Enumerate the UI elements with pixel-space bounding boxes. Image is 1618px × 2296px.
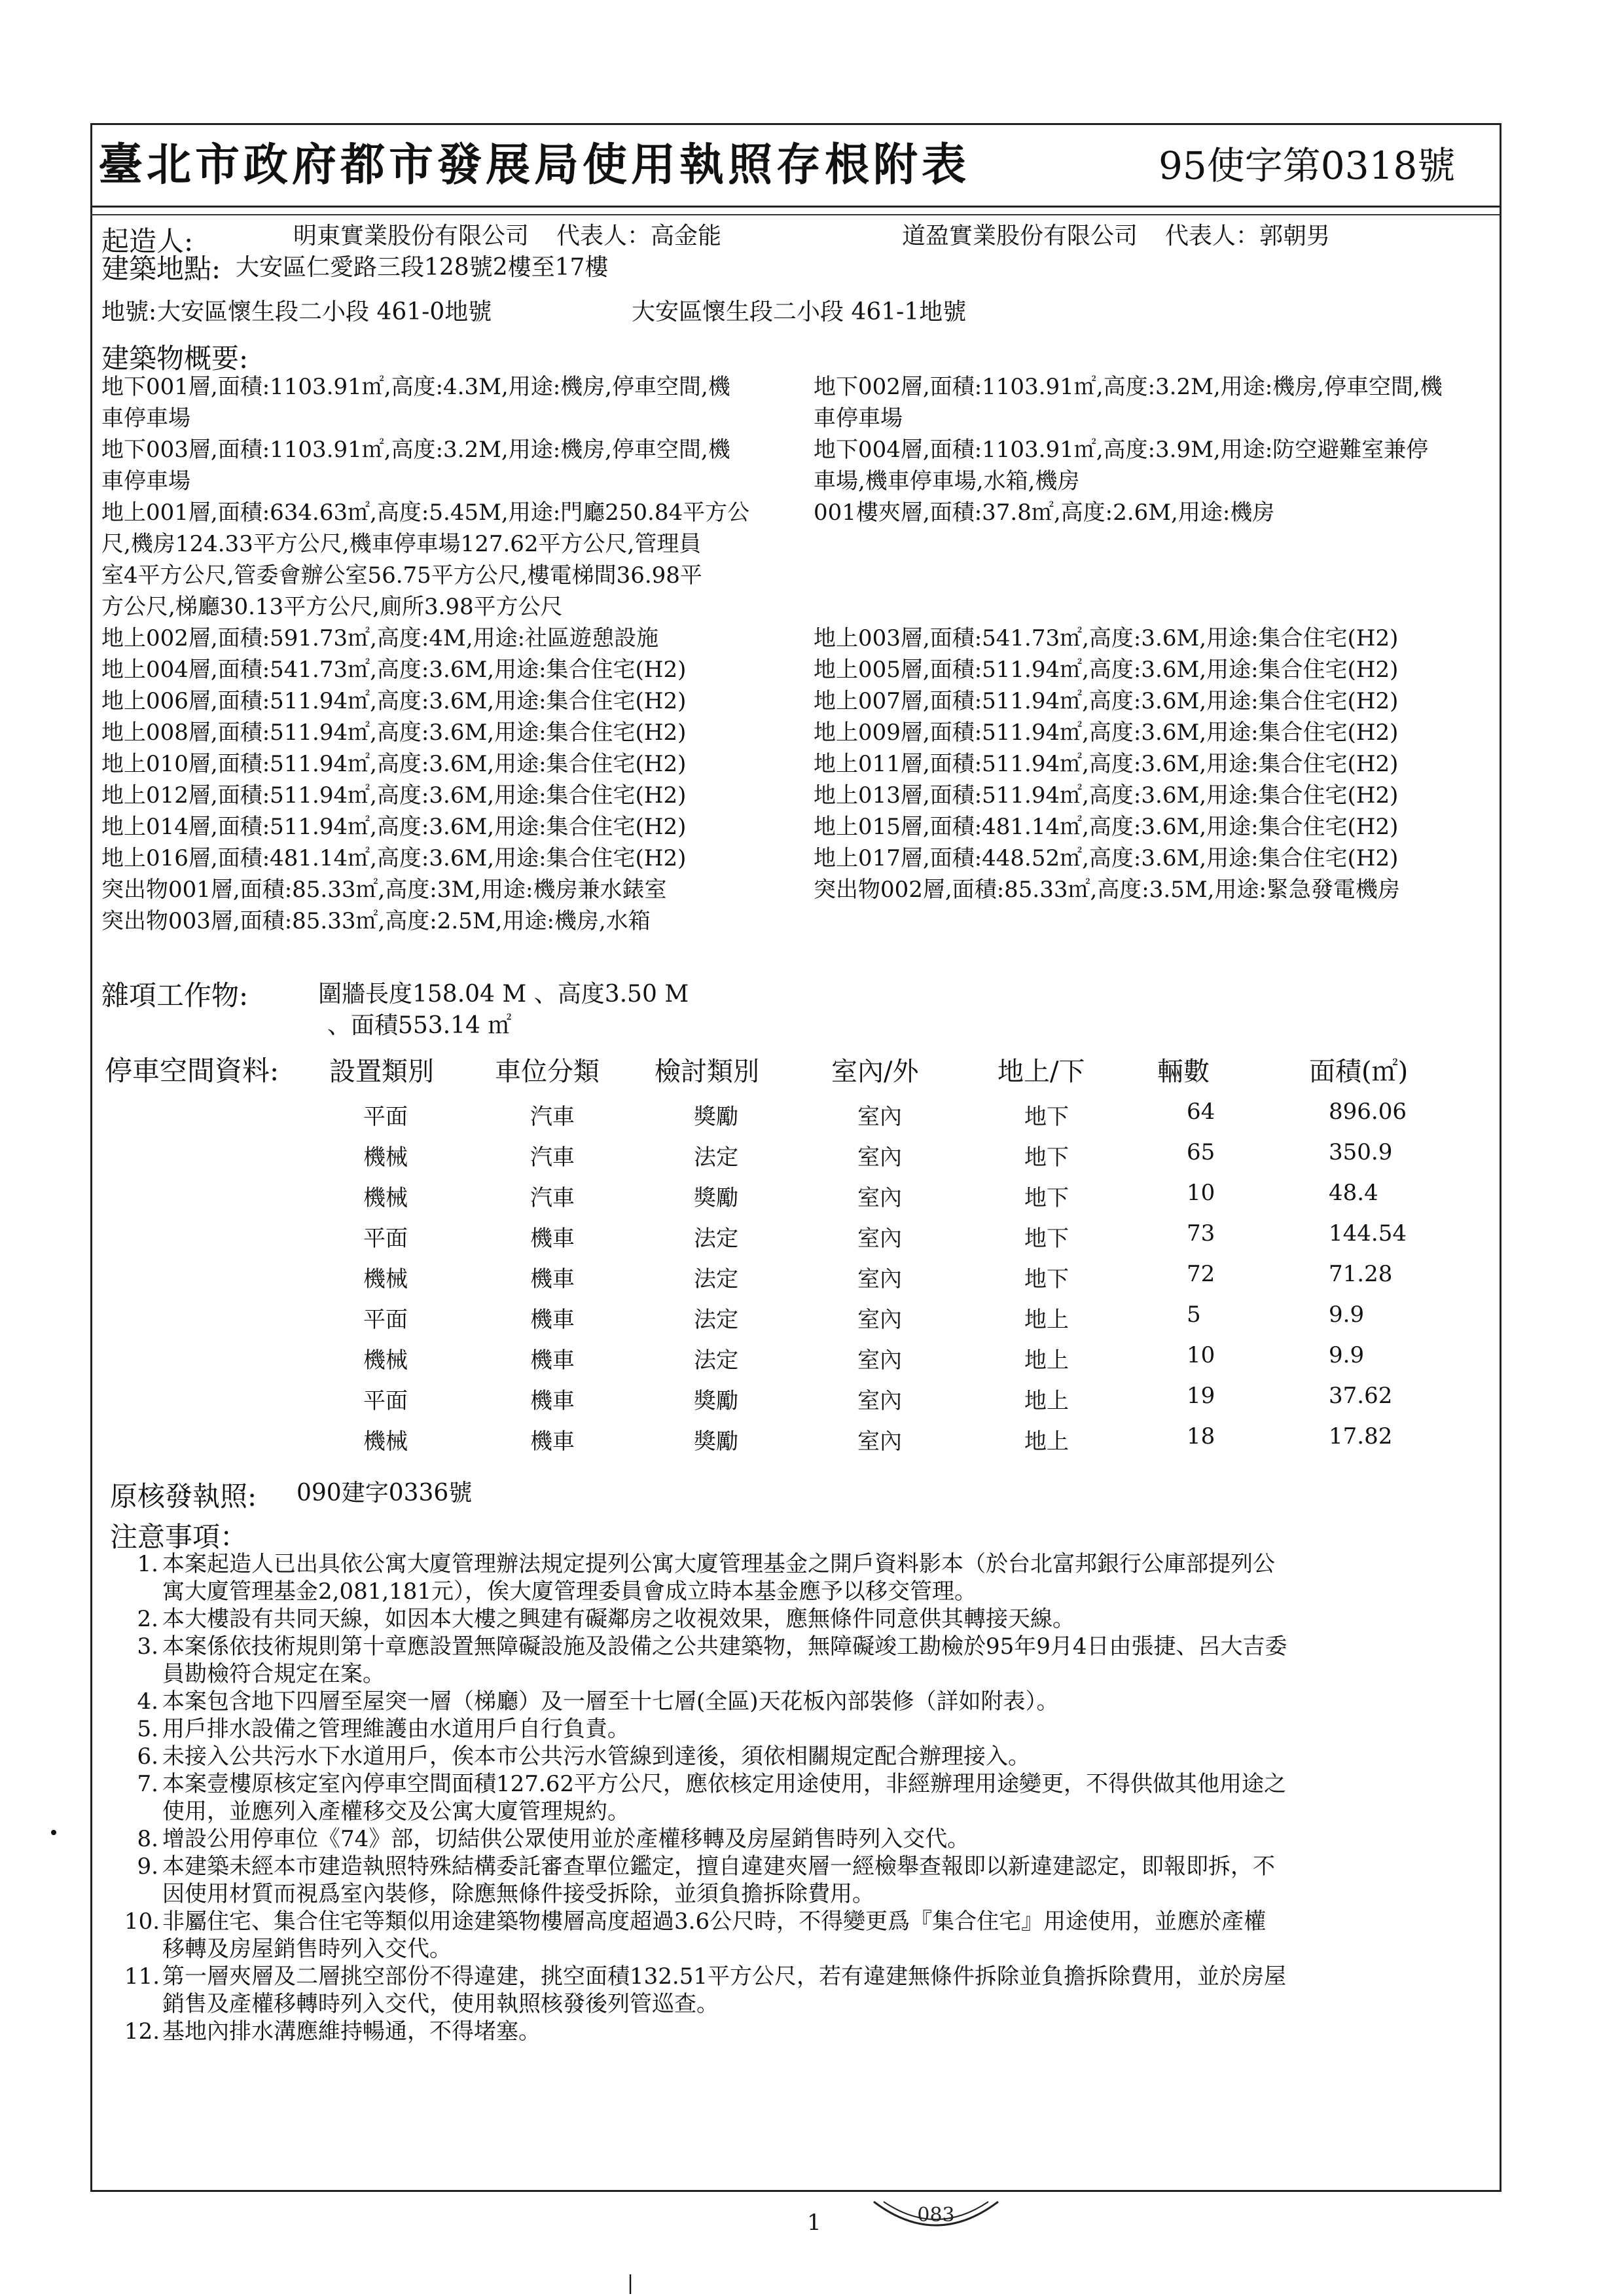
- overview-line: 尺,機房124.33平方公尺,機車停車場127.62平方公尺,管理員: [101, 531, 702, 557]
- parking-cell-indoor: 室內: [857, 1307, 902, 1333]
- parking-cell-type: 平面: [363, 1226, 408, 1252]
- overview-line: 突出物001層,面積:85.33㎡,高度:3M,用途:機房兼水錶室: [101, 877, 667, 903]
- note-number: 12.: [124, 2018, 160, 2045]
- scan-dot: [51, 1830, 56, 1835]
- parking-cell-indoor: 室內: [857, 1429, 902, 1455]
- overview-line: 地上003層,面積:541.73㎡,高度:3.6M,用途:集合住宅(H2): [814, 625, 1399, 651]
- parking-cell-vehicle: 汽車: [530, 1185, 575, 1211]
- note-item: [124, 1550, 1492, 1605]
- note-line: 非屬住宅、集合住宅等類似用途建築物樓層高度超過3.6公尺時，不得變更爲『集合住宅』用途使用，並應於產權: [162, 1908, 1267, 1935]
- parking-cell-vehicle: 機車: [530, 1429, 575, 1455]
- note-number: 4.: [137, 1688, 158, 1715]
- parking-header-count: 輛數: [1157, 1057, 1210, 1087]
- overview-line: [814, 560, 1494, 591]
- note-text: [162, 1825, 1492, 1853]
- parking-header-type: 設置類別: [329, 1057, 434, 1087]
- original-permit-value: 090建字0336號: [297, 1480, 473, 1506]
- parking-cell-vehicle: 機車: [530, 1307, 575, 1333]
- misc-label: 雜項工作物:: [101, 979, 249, 1011]
- parking-cell-area: 48.4: [1329, 1180, 1378, 1206]
- page-number: 1: [807, 2210, 821, 2236]
- note-line: 銷售及產權移轉時列入交代，使用執照核發後列管巡查。: [162, 1991, 719, 2017]
- overview-line: 地下004層,面積:1103.91㎡,高度:3.9M,用途:防空避難室兼停: [814, 437, 1429, 463]
- misc-line-2: 、面積553.14 ㎡: [327, 1012, 512, 1039]
- note-text: [162, 2018, 1492, 2045]
- overview-line: 突出物002層,面積:85.33㎡,高度:3.5M,用途:緊急發電機房: [814, 877, 1400, 903]
- parking-header-review: 檢討類別: [655, 1057, 759, 1087]
- parking-cell-area: 17.82: [1329, 1423, 1393, 1449]
- original-permit-label: 原核發執照:: [110, 1480, 257, 1512]
- note-text: [162, 1633, 1492, 1688]
- note-line: 基地內排水溝應維持暢通，不得堵塞。: [162, 2018, 541, 2045]
- overview-line: 地上008層,面積:511.94㎡,高度:3.6M,用途:集合住宅(H2): [101, 720, 687, 746]
- scan-mark: |: [627, 2272, 634, 2295]
- overview-line: 車停車場: [814, 405, 903, 431]
- parking-cell-review: 法定: [694, 1226, 738, 1252]
- overview-line: 地上016層,面積:481.14㎡,高度:3.6M,用途:集合住宅(H2): [101, 845, 687, 871]
- overview-label: 建築物概要:: [101, 342, 249, 374]
- note-number: 10.: [124, 1908, 160, 1935]
- overview-line: 地上006層,面積:511.94㎡,高度:3.6M,用途:集合住宅(H2): [101, 688, 687, 714]
- note-item: [124, 1688, 1492, 1715]
- parking-cell-area: 9.9: [1329, 1302, 1365, 1328]
- applicant-company-1: 明東實業股份有限公司: [293, 223, 530, 249]
- permit-number: 95使字第0318號: [1159, 143, 1456, 188]
- parking-cell-type: 機械: [363, 1185, 408, 1211]
- parking-cell-vehicle: 機車: [530, 1266, 575, 1292]
- overview-line: 地上015層,面積:481.14㎡,高度:3.6M,用途:集合住宅(H2): [814, 814, 1399, 840]
- note-text: [162, 1770, 1492, 1825]
- parking-cell-level: 地下: [1024, 1104, 1069, 1130]
- note-number: 1.: [137, 1551, 158, 1577]
- notes-label: 注意事項：: [110, 1521, 248, 1553]
- note-item: [124, 1633, 1492, 1688]
- parking-cell-count: 10: [1187, 1342, 1215, 1368]
- note-line: 用戶排水設備之管理維護由水道用戶自行負責。: [162, 1716, 630, 1742]
- overview-line: 地上013層,面積:511.94㎡,高度:3.6M,用途:集合住宅(H2): [814, 782, 1399, 809]
- overview-line: 車場,機車停車場,水箱,機房: [814, 468, 1080, 494]
- parking-header-vehicle: 車位分類: [495, 1057, 600, 1087]
- overview-line: 地上010層,面積:511.94㎡,高度:3.6M,用途:集合住宅(H2): [101, 751, 687, 777]
- overview-line: 室4平方公尺,管委會辦公室56.75平方公尺,樓電梯間36.98平: [101, 562, 702, 589]
- overview-line: [814, 905, 1494, 937]
- overview-line: 地上014層,面積:511.94㎡,高度:3.6M,用途:集合住宅(H2): [101, 814, 687, 840]
- parking-cell-indoor: 室內: [857, 1388, 902, 1414]
- parking-cell-count: 65: [1187, 1139, 1215, 1165]
- note-item: [124, 1963, 1492, 2018]
- parking-cell-level: 地下: [1024, 1144, 1069, 1171]
- parking-cell-level: 地下: [1024, 1226, 1069, 1252]
- overview-line: 地上012層,面積:511.94㎡,高度:3.6M,用途:集合住宅(H2): [101, 782, 687, 809]
- note-text: [162, 1908, 1492, 1963]
- note-number: 9.: [137, 1853, 158, 1880]
- note-item: [124, 1605, 1492, 1633]
- parking-cell-vehicle: 機車: [530, 1347, 575, 1374]
- note-number: 2.: [137, 1606, 158, 1632]
- parking-cell-count: 19: [1187, 1383, 1215, 1409]
- parking-cell-indoor: 室內: [857, 1185, 902, 1211]
- parking-cell-vehicle: 汽車: [530, 1104, 575, 1130]
- parking-cell-review: 法定: [694, 1347, 738, 1374]
- note-number: 8.: [137, 1826, 158, 1852]
- note-text: [162, 1715, 1492, 1743]
- parking-cell-review: 法定: [694, 1307, 738, 1333]
- overview-line: 車停車場: [101, 468, 190, 494]
- parking-cell-type: 機械: [363, 1429, 408, 1455]
- applicant-label: 起造人:: [101, 225, 194, 257]
- note-item: [124, 1743, 1492, 1770]
- overview-line: 地上007層,面積:511.94㎡,高度:3.6M,用途:集合住宅(H2): [814, 688, 1399, 714]
- parking-cell-area: 350.9: [1329, 1139, 1393, 1165]
- site-value: 大安區仁愛路三段128號2樓至17樓: [236, 254, 609, 281]
- overview-line: 地上001層,面積:634.63㎡,高度:5.45M,用途:門廳250.84平方公: [101, 500, 750, 526]
- parking-cell-type: 平面: [363, 1104, 408, 1130]
- parking-cell-type: 機械: [363, 1144, 408, 1171]
- overview-line: 地下001層,面積:1103.91㎡,高度:4.3M,用途:機房,停車空間,機: [101, 374, 730, 400]
- overview-line: 突出物003層,面積:85.33㎡,高度:2.5M,用途:機房,水箱: [101, 908, 651, 934]
- note-item: [124, 1908, 1492, 1963]
- misc-line-1: 圍牆長度158.04 M 、高度3.50 M: [318, 981, 689, 1008]
- parking-cell-type: 平面: [363, 1307, 408, 1333]
- header-rule-inner: [90, 214, 1500, 215]
- parking-header-indoor: 室內/外: [831, 1057, 919, 1087]
- parking-label: 停車空間資料:: [105, 1055, 279, 1087]
- parking-cell-indoor: 室內: [857, 1104, 902, 1130]
- parking-cell-level: 地上: [1024, 1307, 1069, 1333]
- parking-cell-review: 獎勵: [694, 1185, 738, 1211]
- note-item: [124, 1825, 1492, 1853]
- note-line: 移轉及房屋銷售時列入交代。: [162, 1936, 452, 1962]
- parking-cell-indoor: 室內: [857, 1144, 902, 1171]
- note-line: 本案起造人已出具依公寓大廈管理辦法規定提列公寓大廈管理基金之開戶資料影本（於台北富邦銀行公庫部提列公: [162, 1551, 1275, 1577]
- parking-cell-count: 18: [1187, 1423, 1215, 1449]
- lot-label: 地號:: [101, 299, 157, 325]
- page-title: 臺北市政府都市發展局使用執照存根附表: [98, 139, 971, 191]
- note-line: 本案係依技術規則第十章應設置無障礙設施及設備之公共建築物，無障礙竣工勘檢於95年9月4日由張捷、呂大吉委: [162, 1633, 1287, 1660]
- overview-line: 地上017層,面積:448.52㎡,高度:3.6M,用途:集合住宅(H2): [814, 845, 1399, 871]
- bottom-rule: [90, 2190, 1500, 2192]
- overview-line: [814, 528, 1494, 560]
- parking-cell-indoor: 室內: [857, 1266, 902, 1292]
- lot-value-1: 大安區懷生段二小段 461-0地號: [157, 299, 492, 325]
- parking-cell-area: 144.54: [1329, 1220, 1407, 1247]
- parking-cell-type: 機械: [363, 1347, 408, 1374]
- parking-cell-count: 72: [1187, 1261, 1215, 1287]
- parking-cell-level: 地上: [1024, 1347, 1069, 1374]
- svg-text:083: 083: [917, 2204, 955, 2227]
- note-line: 本大樓設有共同天線，如因本大樓之興建有礙鄰房之收視效果，應無條件同意供其轉接天線。: [162, 1606, 1075, 1632]
- top-rule: [90, 123, 1500, 125]
- overview-line: 地下003層,面積:1103.91㎡,高度:3.2M,用途:機房,停車空間,機: [101, 437, 730, 463]
- parking-cell-vehicle: 汽車: [530, 1144, 575, 1171]
- parking-cell-count: 10: [1187, 1180, 1215, 1206]
- parking-cell-area: 9.9: [1329, 1342, 1365, 1368]
- parking-cell-level: 地上: [1024, 1388, 1069, 1414]
- applicant-rep-2: 代表人：郭朝男: [1165, 223, 1331, 249]
- note-line: 本案壹樓原核定室內停車空間面積127.62平方公尺，應依核定用途使用，非經辦理用途變更，不得供做其他用途之: [162, 1771, 1286, 1797]
- note-item: [124, 1853, 1492, 1908]
- note-number: 6.: [137, 1743, 158, 1770]
- note-text: [162, 1963, 1492, 2018]
- parking-cell-review: 法定: [694, 1266, 738, 1292]
- parking-cell-count: 64: [1187, 1099, 1215, 1125]
- lot-value-2: 大安區懷生段二小段 461-1地號: [632, 299, 967, 325]
- note-line: 第一層夾層及二層挑空部份不得違建，挑空面積132.51平方公尺，若有違建無條件拆除並負擔拆除費用，並於房屋: [162, 1963, 1286, 1990]
- note-line: 本建築未經本市建造執照特殊結構委託審查單位鑑定，擅自違建夾層一經檢舉查報即以新違建認定，即報即拆，不: [162, 1853, 1275, 1880]
- overview-line: 地上011層,面積:511.94㎡,高度:3.6M,用途:集合住宅(H2): [814, 751, 1399, 777]
- overview-line: [814, 591, 1494, 623]
- note-line: 未接入公共污水下水道用戶，俟本市公共污水管線到達後，須依相關規定配合辦理接入。: [162, 1743, 1030, 1770]
- overview-line: 地上004層,面積:541.73㎡,高度:3.6M,用途:集合住宅(H2): [101, 657, 687, 683]
- note-item: [124, 1715, 1492, 1743]
- overview-line: 地上009層,面積:511.94㎡,高度:3.6M,用途:集合住宅(H2): [814, 720, 1399, 746]
- parking-cell-area: 37.62: [1329, 1383, 1393, 1409]
- note-text: [162, 1688, 1492, 1715]
- applicant-rep-1: 代表人：高金能: [556, 223, 722, 249]
- parking-cell-vehicle: 機車: [530, 1226, 575, 1252]
- note-number: 7.: [137, 1771, 158, 1797]
- note-number: 3.: [137, 1633, 158, 1660]
- note-line: 本案包含地下四層至屋突一層（梯廳）及一層至十七層(全區)天花板內部裝修（詳如附表）。: [162, 1688, 1059, 1715]
- parking-header-level: 地上/下: [998, 1057, 1085, 1087]
- parking-cell-review: 法定: [694, 1144, 738, 1171]
- parking-cell-level: 地下: [1024, 1266, 1069, 1292]
- note-text: [162, 1550, 1492, 1605]
- note-number: 11.: [124, 1963, 160, 1990]
- site-label: 建築地點:: [101, 253, 221, 285]
- overview-left-column: [101, 371, 802, 937]
- overview-line: 001樓夾層,面積:37.8㎡,高度:2.6M,用途:機房: [814, 500, 1275, 526]
- parking-cell-review: 獎勵: [694, 1104, 738, 1130]
- note-line: 使用，並應列入產權移交及公寓大廈管理規約。: [162, 1798, 630, 1825]
- note-item: [124, 1770, 1492, 1825]
- overview-line: 地下002層,面積:1103.91㎡,高度:3.2M,用途:機房,停車空間,機: [814, 374, 1443, 400]
- parking-cell-review: 獎勵: [694, 1388, 738, 1414]
- overview-line: 車停車場: [101, 405, 190, 431]
- parking-header-area: 面積(㎡): [1309, 1057, 1409, 1087]
- note-item: [124, 2018, 1492, 2045]
- parking-cell-indoor: 室內: [857, 1226, 902, 1252]
- note-line: 寓大廈管理基金2,081,181元），俟大廈管理委員會成立時本基金應予以移交管理。: [162, 1578, 977, 1605]
- notes-list: [124, 1550, 1492, 2045]
- parking-cell-vehicle: 機車: [530, 1388, 575, 1414]
- overview-line: 方公尺,梯廳30.13平方公尺,廁所3.98平方公尺: [101, 594, 563, 620]
- parking-cell-type: 機械: [363, 1266, 408, 1292]
- parking-cell-review: 獎勵: [694, 1429, 738, 1455]
- overview-line: 地上005層,面積:511.94㎡,高度:3.6M,用途:集合住宅(H2): [814, 657, 1399, 683]
- parking-cell-type: 平面: [363, 1388, 408, 1414]
- note-number: 5.: [137, 1716, 158, 1742]
- overview-right-column: [814, 371, 1494, 937]
- parking-cell-count: 73: [1187, 1220, 1215, 1247]
- parking-cell-count: 5: [1187, 1302, 1201, 1328]
- seal-stamp-icon: [871, 2196, 1001, 2242]
- overview-line: 地上002層,面積:591.73㎡,高度:4M,用途:社區遊憩設施: [101, 625, 659, 651]
- note-text: [162, 1853, 1492, 1908]
- header-rule: [90, 206, 1500, 208]
- parking-cell-area: 896.06: [1329, 1099, 1407, 1125]
- note-text: [162, 1605, 1492, 1633]
- parking-cell-area: 71.28: [1329, 1261, 1393, 1287]
- parking-cell-level: 地下: [1024, 1185, 1069, 1211]
- parking-cell-indoor: 室內: [857, 1347, 902, 1374]
- note-line: 員勘檢符合規定在案。: [162, 1661, 385, 1687]
- note-text: [162, 1743, 1492, 1770]
- note-line: 因使用材質而視爲室內裝修，除應無條件接受拆除，並須負擔拆除費用。: [162, 1881, 874, 1907]
- applicant-company-2: 道盈實業股份有限公司: [902, 223, 1138, 249]
- parking-cell-level: 地上: [1024, 1429, 1069, 1455]
- note-line: 增設公用停車位《74》部，切結供公眾使用並於產權移轉及房屋銷售時列入交代。: [162, 1826, 970, 1852]
